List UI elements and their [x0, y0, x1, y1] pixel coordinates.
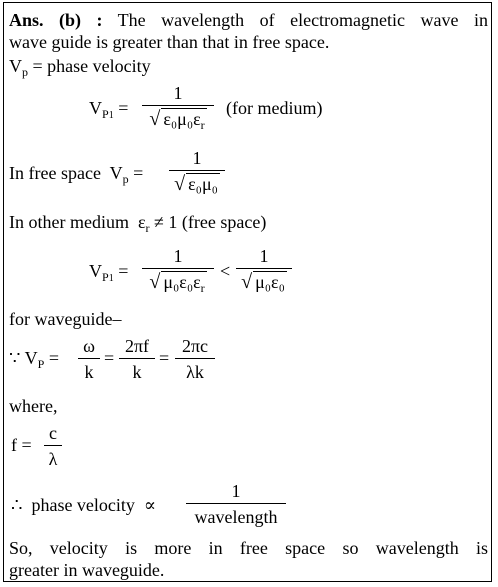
eq4-equals-3: = [159, 348, 170, 368]
eq4-f1-numerator: ω [83, 336, 95, 356]
free-space-label: In free space [9, 163, 101, 183]
eq3-numerator-1: 1 [173, 246, 183, 266]
eq2-sub: p [122, 172, 129, 186]
eq5-fraction [44, 423, 62, 470]
eq4-equals-2: = [104, 348, 115, 368]
eq4-f3-denominator: λk [186, 362, 204, 382]
other-medium-condition: ≠ 1 (free space) [154, 212, 267, 232]
eq2-numerator: 1 [192, 148, 202, 168]
eq4-f2-numerator: 2πf [124, 336, 150, 356]
eq2-denominator: ε₀μ₀ [188, 174, 218, 194]
epsilon-r-sub: r [145, 221, 150, 235]
epsilon-r: ε [137, 212, 146, 232]
eq1-v: V [89, 98, 102, 118]
eq4-lhs [9, 348, 59, 372]
vp-subscript: p [22, 65, 28, 79]
where-label: where, [9, 396, 58, 416]
eq4-f1-denominator: k [84, 362, 94, 382]
eq2-fraction: 1 √ ε₀μ₀ [169, 148, 225, 195]
eq6-fraction [186, 481, 286, 528]
other-medium-line [9, 211, 266, 239]
eq4-equals-1: = [48, 348, 59, 368]
vp-definition [9, 55, 151, 83]
eq4-v: V [24, 348, 38, 368]
eq4-f3-numerator: 2πc [181, 336, 209, 356]
since-symbol: ∵ [9, 348, 21, 368]
intro-line-2: wave guide is greater than that in free space. [9, 32, 330, 52]
eq5-denominator: λ [48, 449, 58, 469]
eq5-numerator: c [49, 423, 57, 443]
eq6-denominator: wavelength [194, 507, 278, 527]
other-medium-label: In other medium [9, 212, 129, 232]
eq3-denominator-1: μ₀ε₀ε [163, 272, 201, 292]
eq1-denominator: ε₀μ₀ε [163, 109, 201, 129]
eq5-lhs: f = [11, 435, 32, 455]
eq4-fraction-2 [119, 336, 155, 383]
eq2-lhs [9, 163, 143, 187]
eq4-sub: P [37, 357, 45, 371]
conclusion-line-2: greater in waveguide. [9, 560, 165, 580]
phase-velocity-text: phase velocity [31, 495, 135, 515]
eq1-sub2: 1 [108, 110, 114, 121]
eq3-numerator-2: 1 [259, 246, 269, 266]
eq4-f2-denominator: k [132, 362, 142, 382]
vp-definition-text: = phase velocity [32, 56, 151, 76]
eq3-fraction-1: 1 √ $\mu_0\varepsilon_0\varepsilon_r$ [142, 246, 214, 298]
eq2-equals: = [133, 163, 144, 183]
intro-line-1 [9, 9, 488, 31]
eq3-less-than: < [220, 261, 231, 281]
answer-box [3, 2, 492, 582]
eq1-sub: P [102, 107, 109, 121]
eq3-lhs [89, 261, 128, 285]
conclusion-line-1: So, velocity is more in free space so wavelength is [9, 538, 488, 558]
eq3-equals: = [118, 261, 129, 281]
proportional-symbol: ∝ [143, 495, 157, 515]
eq1-fraction: 1 √ $\varepsilon_0\mu_0\varepsilon_r$ [142, 83, 214, 135]
intro-text-part1: The wavelength of electromagnetic wave in [117, 10, 488, 30]
eq4-fraction-1 [78, 336, 100, 383]
eq1-note: (for medium) [226, 98, 323, 118]
eq2-v: V [109, 163, 123, 183]
therefore-symbol: ∴ [11, 495, 23, 515]
eq6-lhs [11, 495, 156, 516]
vp-symbol: V [9, 56, 22, 76]
eq3-sub2: 1 [108, 273, 114, 284]
eq3-sub: P [102, 270, 109, 284]
eq6-numerator: 1 [231, 481, 241, 501]
eq3-den1-sub: r [200, 281, 205, 295]
eq3-denominator-2: μ₀ε₀ [255, 272, 285, 292]
eq1-den-sub: r [200, 118, 205, 132]
answer-label: Ans. (b) : [9, 10, 103, 30]
eq1-numerator: 1 [173, 83, 183, 103]
eq1-equals: = [118, 98, 129, 118]
eq1-lhs [89, 98, 128, 122]
eq3-fraction-2: 1 √ μ₀ε₀ [236, 246, 292, 293]
waveguide-label: for waveguide– [9, 309, 122, 329]
eq4-fraction-3 [175, 336, 215, 383]
eq3-v: V [89, 261, 102, 281]
